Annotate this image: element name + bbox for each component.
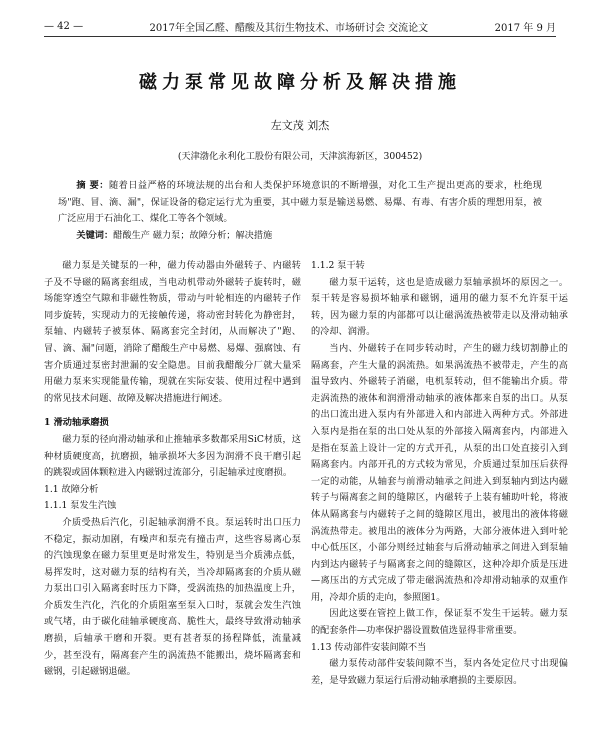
intro-paragraph: 磁力泵是关键泵的一种，磁力传动器由外磁转子、内磁转子及不导磁的隔离套组成，当电动机带动外磁转子旋转时，磁场能穿透空气隙和非磁性物质，带动与叶轮相连的内磁转子作同步旋转，实现动力的无接触传递，将动密封转化为静密封，泵轴、内磁转子被泵体、隔离套完全封闭，从而解决了"跑、冒、滴、漏"问题，消除了醋酸生产中易燃、易爆、强腐蚀、有害介质通过泵密封泄漏的安全隐患。目前我醋酸分厂就大量采用磁力泵来实现能量传输，现就在实际安装、使用过程中遇到的常见技术问题、故障及解决措施进行阐述。 (44, 260, 301, 404)
section-1-1-heading: 1.1 故障分析 (44, 483, 99, 495)
section-1-1-2-paragraph-a: 磁力泵干运转，这也是造成磁力泵轴承损坏的原因之一。泵干转是容易损坏轴承和磁钢，通用的磁力泵不允许泵干运转，因为磁力泵的内部都可以让磁涡流热被带走以及滑动轴承的冷却、润滑。 (311, 276, 568, 338)
keywords-label: 关键词： (76, 230, 114, 241)
page-number: — 42 — (44, 20, 84, 32)
conference-name: 2017年全国乙醛、醋酸及其衍生物技术、市场研讨会 交流论文 (149, 22, 429, 34)
section-1-1-1-paragraph: 介质受热后汽化，引起轴承润滑不良。泵运转时出口压力不稳定，振动加剧，有噪声和泵壳有撞击声，这些容易离心泵的汽蚀现象在磁力泵里更是时常发生，特别是当介质沸点低，易挥发时，这对磁力泵的结构有关，当冷却隔离套的介质从磁力泵出口引入隔离套时压力下降，受涡流热的加热温度上升，介质发生汽化，汽化的介质阻塞至泵入口时，泵就会发生汽蚀或气堵，由于碳化硅轴承硬度高、脆性大，最终导致滑动轴承磨损，后轴承干磨和开裂。更有甚者泵的扬程降低，流量减少，甚至没有，隔离套产生的涡流热不能搬出，烧坏隔离套和磁钢，引起磁钢退磁。 (44, 516, 301, 678)
left-column (44, 258, 301, 681)
section-1-1-3-heading: 1.13 传动部件安装间隙不当 (311, 641, 427, 653)
section-1-1-2-paragraph-b: 当内、外磁转子在同步转动时，产生的磁力线切割静止的隔离套，产生大量的涡流热。如果涡流热不被带走，产生的高温导致内、外磁转子消磁，电机泵转动，但不能输出介质。带走涡流热的液体和润滑滑动轴承的液体都来自泵的出口。从泵的出口流出进入泵内有外部进入和内部进入两种方式。外部进入泵内是指在泵的出口处从泵的外部接入隔离套内，内部进入是指在泵盖上设计一定的方式开孔，从泵的出口处直接引入到隔离套内。内部开孔的方式较为常见，介质通过泵加压后获得一定的动能，从轴套与前滑动轴承之间进入到泵轴内到达内磁转子与隔离套之间的缝隙区，内磁转子上装有辅助叶轮，将液体从隔离套与内磁转子之间的缝隙区甩出，被甩出的液体将磁涡流热带走。被甩出的液体分为两路，大部分液体进入到叶轮中心低压区，小部分则经过轴套与后滑动轴承之间进入到泵轴内到达内磁转子与隔离套之间的缝隙区，这种冷却介质是压进—离压出的方式完成了带走磁涡流热和冷却滑动轴承的双重作用，冷却介质的走向，参照图1。 (311, 342, 568, 603)
paper-title: 磁力泵常见故障分析及解决措施 (139, 72, 461, 93)
section-1-1-1-heading: 1.1.1 泵发生汽蚀 (44, 500, 117, 512)
issue-date: 2017 年 9 月 (494, 22, 556, 34)
keywords-text: 醋酸生产 磁力泵；故障分析；解决措施 (113, 230, 273, 241)
paper-affiliation: (天津渤化永利化工股份有限公司，天津滨海新区，300452) (177, 151, 423, 162)
abstract (58, 178, 542, 228)
section-1-1-2-heading: 1.1.2 泵干转 (311, 260, 365, 271)
running-header (44, 18, 556, 37)
section-1-1-3-paragraph: 磁力泵传动部件安装间隙不当，泵内各处定位尺寸出现偏差，是导致磁力泵运行后滑动轴承磨损的主要原因。 (311, 658, 568, 686)
abstract-text: 随着日益严格的环境法规的出台和人类保护环境意识的不断增强，对化工生产提出更高的要求，杜绝现场"跑、冒、滴、漏"，保证设备的稳定运行尤为重要，其中磁力泵是输送易燃、易爆、有毒、有害介质的理想用泵，被广泛应用于石油化工、煤化工等各个领域。 (58, 180, 542, 224)
keywords (58, 228, 542, 244)
right-column (311, 258, 568, 689)
section-1-1-2-paragraph-c: 因此这要在管控上做工作，保证泵不发生干运转。磁力泵的配套条件—功率保护器设置数值选显得非常重要。 (311, 608, 568, 637)
paper-authors: 左文茂 刘杰 (270, 119, 330, 132)
section-1-paragraph: 磁力泵的径向滑动轴承和止推轴承多数都采用SiC材质，这种材质硬度高，抗磨损，轴承损坏大多因为润滑不良干磨引起的跳裂或固体颗粒进入内磁钢过流部分，引起轴承过度磨损。 (44, 433, 301, 479)
abstract-label: 摘 要： (76, 180, 109, 191)
section-1-heading: 1 滑动轴承磨损 (44, 417, 109, 429)
